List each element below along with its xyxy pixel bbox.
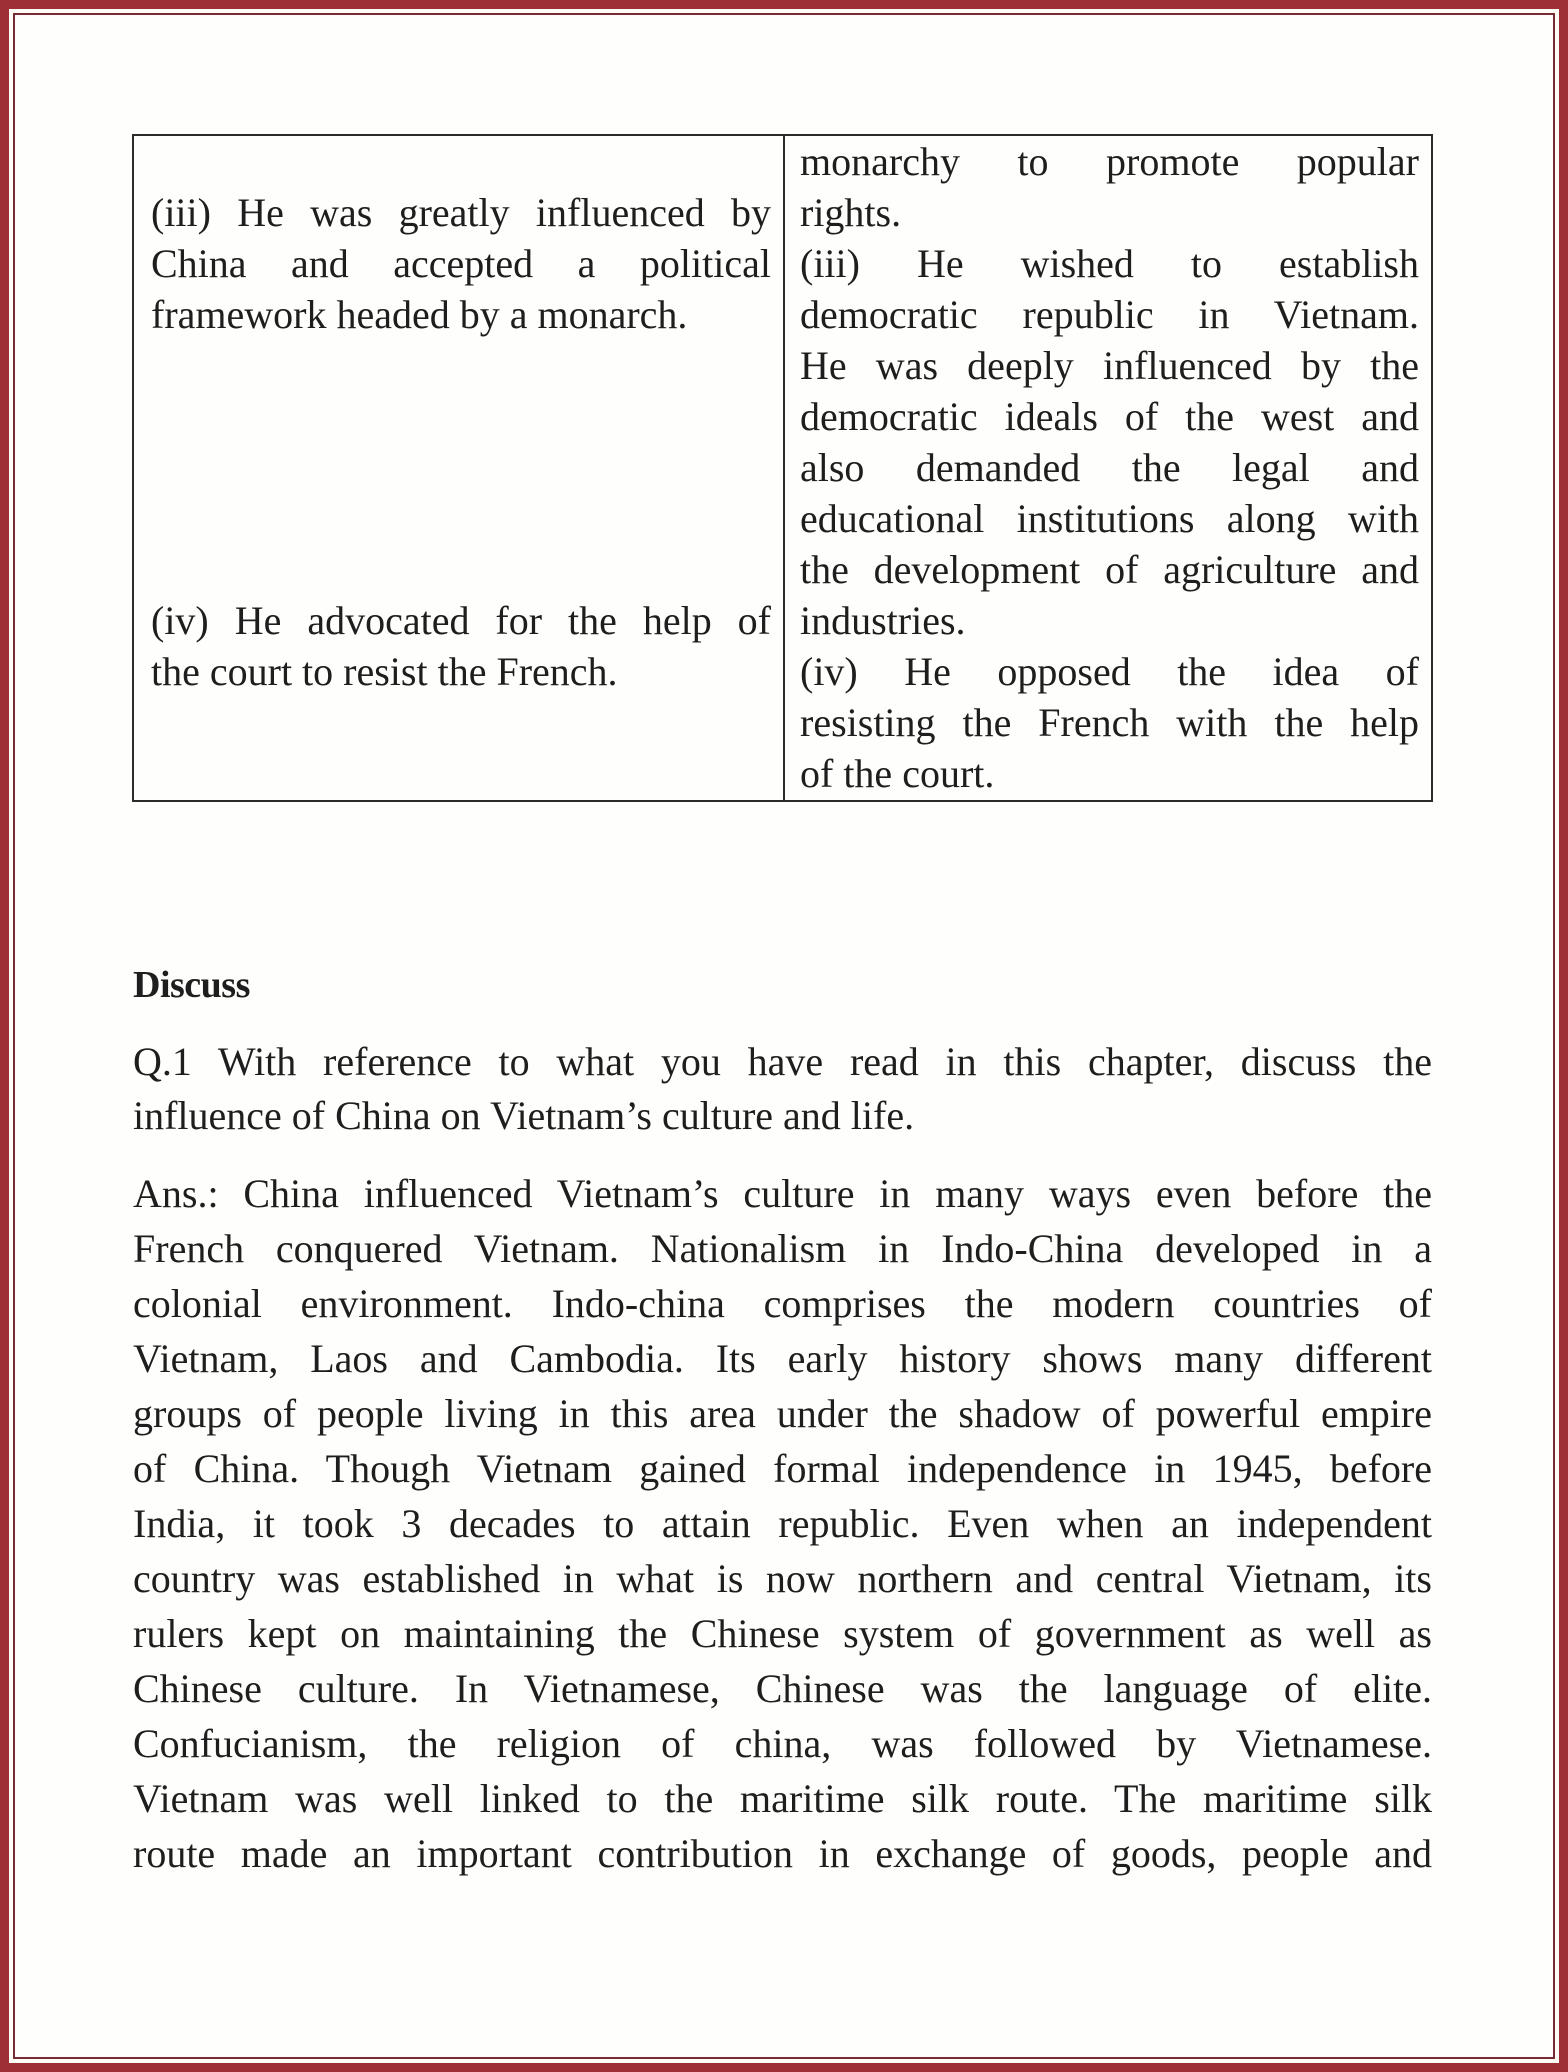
answer-line: India, it took 3 decades to attain republic. Even when an independent xyxy=(133,1501,1432,1546)
table-line: democratic republic in Vietnam. xyxy=(800,292,1419,337)
table-line: of the court. xyxy=(800,751,995,796)
table-line: educational institutions along with xyxy=(800,496,1419,541)
table-line: industries. xyxy=(800,598,966,643)
answer-line: groups of people living in this area under the shadow of powerful empire xyxy=(133,1391,1432,1436)
table-line: rights. xyxy=(800,190,902,235)
table-column-right xyxy=(785,136,1431,800)
answer-line: Ans.: China influenced Vietnam’s culture in many ways even before the xyxy=(133,1171,1432,1216)
answer-line: country was established in what is now northern and central Vietnam, its xyxy=(133,1556,1432,1601)
table-line: China and accepted a political xyxy=(151,241,771,286)
table-line: (iii) He wished to establish xyxy=(800,241,1419,286)
table-line: democratic ideals of the west and xyxy=(800,394,1419,439)
table-line: (iii) He was greatly influenced by xyxy=(151,190,771,235)
table-line: monarchy to promote popular xyxy=(800,139,1419,184)
table-line: the development of agriculture and xyxy=(800,547,1419,592)
answer-line: colonial environment. Indo-china comprises the modern countries of xyxy=(133,1281,1432,1326)
table-line: also demanded the legal and xyxy=(800,445,1419,490)
table-line: resisting the French with the help xyxy=(800,700,1419,745)
answer-line: Confucianism, the religion of china, was followed by Vietnamese. xyxy=(133,1721,1432,1766)
table-line: (iv) He advocated for the help of xyxy=(151,598,771,643)
section-heading: Discuss xyxy=(133,964,250,1006)
table-line: framework headed by a monarch. xyxy=(151,292,688,337)
answer-line: route made an important contribution in exchange of goods, people and xyxy=(133,1831,1432,1876)
answer-line: of China. Though Vietnam gained formal independence in 1945, before xyxy=(133,1446,1432,1491)
answer-line: Vietnam, Laos and Cambodia. Its early history shows many different xyxy=(133,1336,1432,1381)
question-line: Q.1 With reference to what you have read in this chapter, discuss the xyxy=(133,1039,1432,1084)
answer-line: French conquered Vietnam. Nationalism in Indo-China developed in a xyxy=(133,1226,1432,1271)
answer-line: Vietnam was well linked to the maritime silk route. The maritime silk xyxy=(133,1776,1432,1821)
question-line: influence of China on Vietnam’s culture and life. xyxy=(133,1093,915,1138)
table-line: (iv) He opposed the idea of xyxy=(800,649,1419,694)
table-line: He was deeply influenced by the xyxy=(800,343,1419,388)
answer-line: rulers kept on maintaining the Chinese system of government as well as xyxy=(133,1611,1432,1656)
comparison-table xyxy=(132,134,1433,802)
table-line: the court to resist the French. xyxy=(151,649,618,694)
answer-line: Chinese culture. In Vietnamese, Chinese was the language of elite. xyxy=(133,1666,1432,1711)
table-column-left xyxy=(134,136,785,800)
